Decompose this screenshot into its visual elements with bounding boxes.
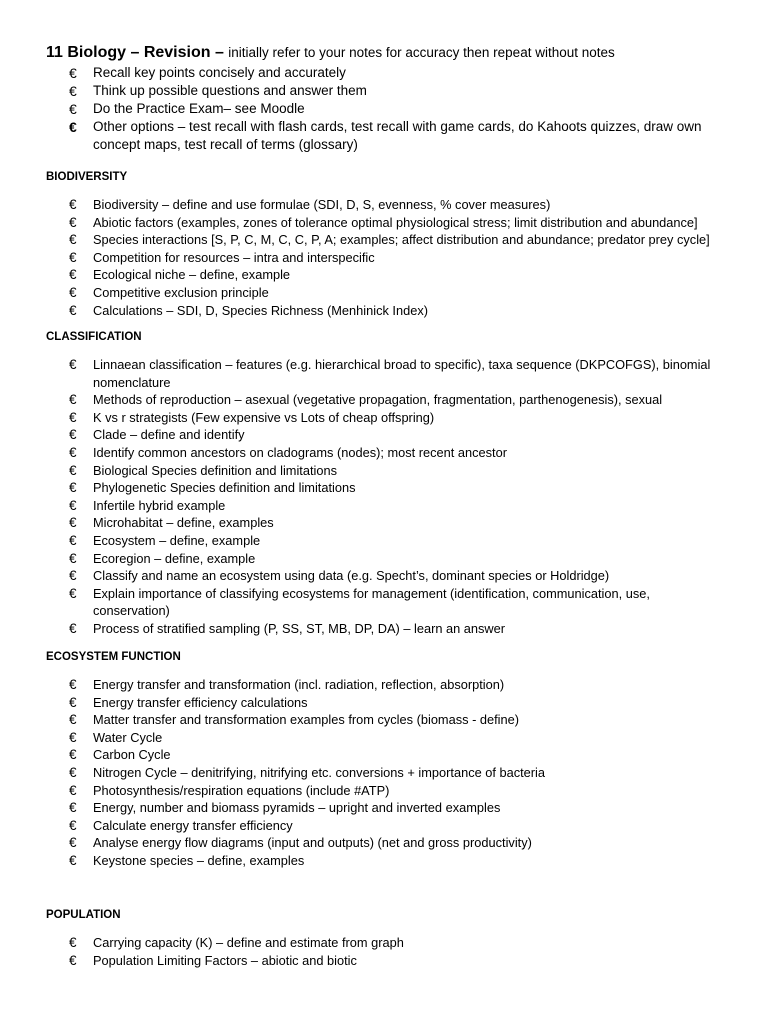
biodiversity-list	[69, 196, 733, 319]
list-item	[69, 764, 733, 782]
list-item	[69, 479, 713, 497]
euro-bullet-icon: €	[69, 197, 77, 212]
list-item-text: Identify common ancestors on cladograms (nodes); most recent ancestor	[93, 444, 507, 460]
list-item-text: Biological Species definition and limitations	[93, 462, 337, 478]
euro-bullet-icon: €	[69, 267, 77, 283]
euro-bullet-icon: €	[69, 712, 77, 728]
section-heading-ecosystem-function: ECOSYSTEM FUNCTION	[46, 651, 181, 663]
euro-bullet-icon: €	[69, 249, 77, 265]
list-item	[69, 799, 733, 817]
euro-bullet-icon: €	[69, 232, 77, 248]
euro-bullet-icon: €	[69, 550, 77, 566]
euro-bullet-icon: €	[69, 302, 77, 318]
list-item-text: Energy transfer and transformation (incl. radiation, reflection, absorption)	[93, 677, 505, 692]
euro-bullet-icon: €	[69, 480, 77, 496]
euro-bullet-icon: €	[69, 764, 77, 780]
euro-bullet-icon: €	[69, 568, 77, 584]
list-item-text: Energy, number and biomass pyramids – upright and inverted examples	[93, 800, 501, 816]
list-item-text: Recall key points concisely and accurately	[93, 65, 346, 80]
list-item-text: Abiotic factors (examples, zones of tolerance optimal physiological stress; limit distribution and abundance]	[93, 214, 698, 230]
list-item	[69, 834, 733, 852]
list-item-text: Ecological niche – define, example	[93, 267, 291, 283]
list-item	[69, 746, 733, 764]
euro-bullet-icon: €	[69, 935, 77, 950]
list-item	[69, 409, 713, 427]
euro-bullet-icon: €	[69, 357, 77, 372]
list-item	[69, 231, 733, 249]
list-item	[69, 852, 733, 870]
list-item-text: Population Limiting Factors – abiotic and biotic	[93, 952, 357, 968]
euro-bullet-icon: €	[69, 952, 77, 968]
list-item	[69, 444, 713, 462]
list-item	[69, 249, 733, 267]
euro-bullet-icon: €	[69, 83, 77, 99]
list-item	[69, 532, 713, 550]
list-item-text: Infertile hybrid example	[93, 497, 226, 513]
list-item	[69, 729, 733, 747]
list-item-text: Species interactions [S, P, C, M, C, C, P, A; examples; affect distribution and abundance; predator prey cycle]	[93, 232, 710, 248]
list-item	[69, 266, 733, 284]
title-bold-text: 11 Biology – Revision –	[46, 44, 224, 61]
list-item	[69, 214, 733, 232]
population-list	[69, 934, 733, 969]
list-item-text: Carbon Cycle	[93, 747, 171, 763]
euro-bullet-icon: €	[69, 392, 77, 408]
list-item	[69, 817, 733, 835]
euro-bullet-icon: €	[69, 462, 77, 478]
list-item-text: Competitive exclusion principle	[93, 284, 269, 300]
euro-bullet-icon: €	[69, 515, 77, 531]
section-heading-biodiversity: BIODIVERSITY	[46, 171, 128, 183]
title-subtitle-text: initially refer to your notes for accuracy then repeat without notes	[228, 45, 615, 60]
euro-bullet-icon: €	[69, 585, 77, 601]
list-item-text: K vs r strategists (Few expensive vs Lots of cheap offspring)	[93, 409, 435, 425]
list-item-text: Classify and name an ecosystem using data (e.g. Specht’s, dominant species or Holdridge)	[93, 568, 610, 584]
list-item	[69, 64, 733, 82]
euro-bullet-icon: €	[69, 677, 77, 692]
list-item-text: Ecoregion – define, example	[93, 550, 256, 566]
ecosystem-function-list	[69, 676, 733, 870]
euro-bullet-icon: €	[69, 101, 77, 117]
list-item-text: Clade – define and identify	[93, 427, 245, 443]
euro-bullet-icon: €	[69, 747, 77, 763]
list-item	[69, 196, 733, 214]
euro-bullet-icon: €	[69, 620, 77, 636]
euro-bullet-icon: €	[69, 852, 77, 868]
list-item	[69, 391, 713, 409]
list-item-text: Calculations – SDI, D, Species Richness (Menhinick Index)	[93, 302, 428, 318]
list-item	[69, 497, 713, 515]
list-item	[69, 676, 733, 694]
euro-bullet-icon: €	[69, 214, 77, 230]
list-item	[69, 302, 733, 320]
list-item	[69, 100, 733, 118]
euro-bullet-icon: €	[69, 497, 77, 513]
classification-list	[69, 356, 713, 638]
euro-bullet-icon: €	[69, 835, 77, 851]
list-item-text: Matter transfer and transformation examples from cycles (biomass - define)	[93, 712, 520, 728]
euro-bullet-icon: €	[69, 65, 77, 81]
list-item-text: Photosynthesis/respiration equations (include #ATP)	[93, 782, 390, 798]
euro-bullet-icon: €	[69, 782, 77, 798]
list-item-text: Methods of reproduction – asexual (vegetative propagation, fragmentation, parthenogenesis), sexual	[93, 392, 663, 408]
euro-bullet-icon: €	[69, 532, 77, 548]
list-item	[69, 711, 733, 729]
list-item	[69, 82, 733, 100]
list-item	[69, 462, 713, 480]
list-item	[69, 620, 713, 638]
list-item-text: Competition for resources – intra and interspecific	[93, 249, 375, 265]
list-item-text: Calculate energy transfer efficiency	[93, 817, 293, 833]
list-item-text: Ecosystem – define, example	[93, 532, 261, 548]
list-item-text: Phylogenetic Species definition and limitations	[93, 480, 356, 496]
list-item	[69, 426, 713, 444]
euro-bullet-icon: €	[69, 427, 77, 443]
list-item-text: Think up possible questions and answer them	[93, 83, 367, 98]
list-item	[69, 934, 733, 952]
euro-bullet-icon: €	[69, 409, 77, 425]
list-item	[69, 356, 713, 391]
list-item	[69, 284, 733, 302]
list-item-text: Analyse energy flow diagrams (input and outputs) (net and gross productivity)	[93, 835, 532, 851]
list-item	[69, 694, 733, 712]
list-item-text: Microhabitat – define, examples	[93, 515, 274, 531]
euro-bullet-icon: €	[69, 444, 77, 460]
euro-bullet-icon: €	[69, 284, 77, 300]
list-item	[69, 585, 713, 620]
page-title	[46, 44, 615, 62]
euro-bullet-icon: €	[69, 800, 77, 816]
intro-list	[69, 64, 733, 154]
list-item	[69, 567, 713, 585]
list-item-text: Do the Practice Exam– see Moodle	[93, 101, 305, 116]
list-item-text: Nitrogen Cycle – denitrifying, nitrifying etc. conversions + importance of bacteria	[93, 764, 546, 780]
euro-bullet-icon: €	[69, 119, 77, 135]
list-item-text: Process of stratified sampling (P, SS, ST, MB, DP, DA) – learn an answer	[93, 620, 506, 636]
euro-bullet-icon: €	[69, 694, 77, 710]
section-heading-classification: CLASSIFICATION	[46, 331, 142, 343]
list-item-text: Biodiversity – define and use formulae (SDI, D, S, evenness, % cover measures)	[93, 197, 551, 212]
list-item-text: Keystone species – define, examples	[93, 852, 305, 868]
list-item	[69, 782, 733, 800]
list-item	[69, 550, 713, 568]
euro-bullet-icon: €	[69, 729, 77, 745]
list-item	[69, 514, 713, 532]
list-item-text: Linnaean classification – features (e.g. hierarchical broad to specific), taxa sequence (DKPCOFGS), binomial nomenclature	[93, 357, 711, 390]
list-item-text: Other options – test recall with flash cards, test recall with game cards, do Kahoots quizzes, draw own concept maps, test recall of terms (glossary)	[93, 119, 702, 152]
list-item-text: Explain importance of classifying ecosystems for management (identification, communication, use, conservation)	[93, 585, 650, 619]
list-item-text: Carrying capacity (K) – define and estimate from graph	[93, 935, 404, 950]
euro-bullet-icon: €	[69, 817, 77, 833]
list-item-text: Energy transfer efficiency calculations	[93, 694, 308, 710]
list-item	[69, 118, 733, 154]
list-item-text: Water Cycle	[93, 729, 163, 745]
list-item	[69, 952, 733, 970]
section-heading-population: POPULATION	[46, 909, 121, 921]
